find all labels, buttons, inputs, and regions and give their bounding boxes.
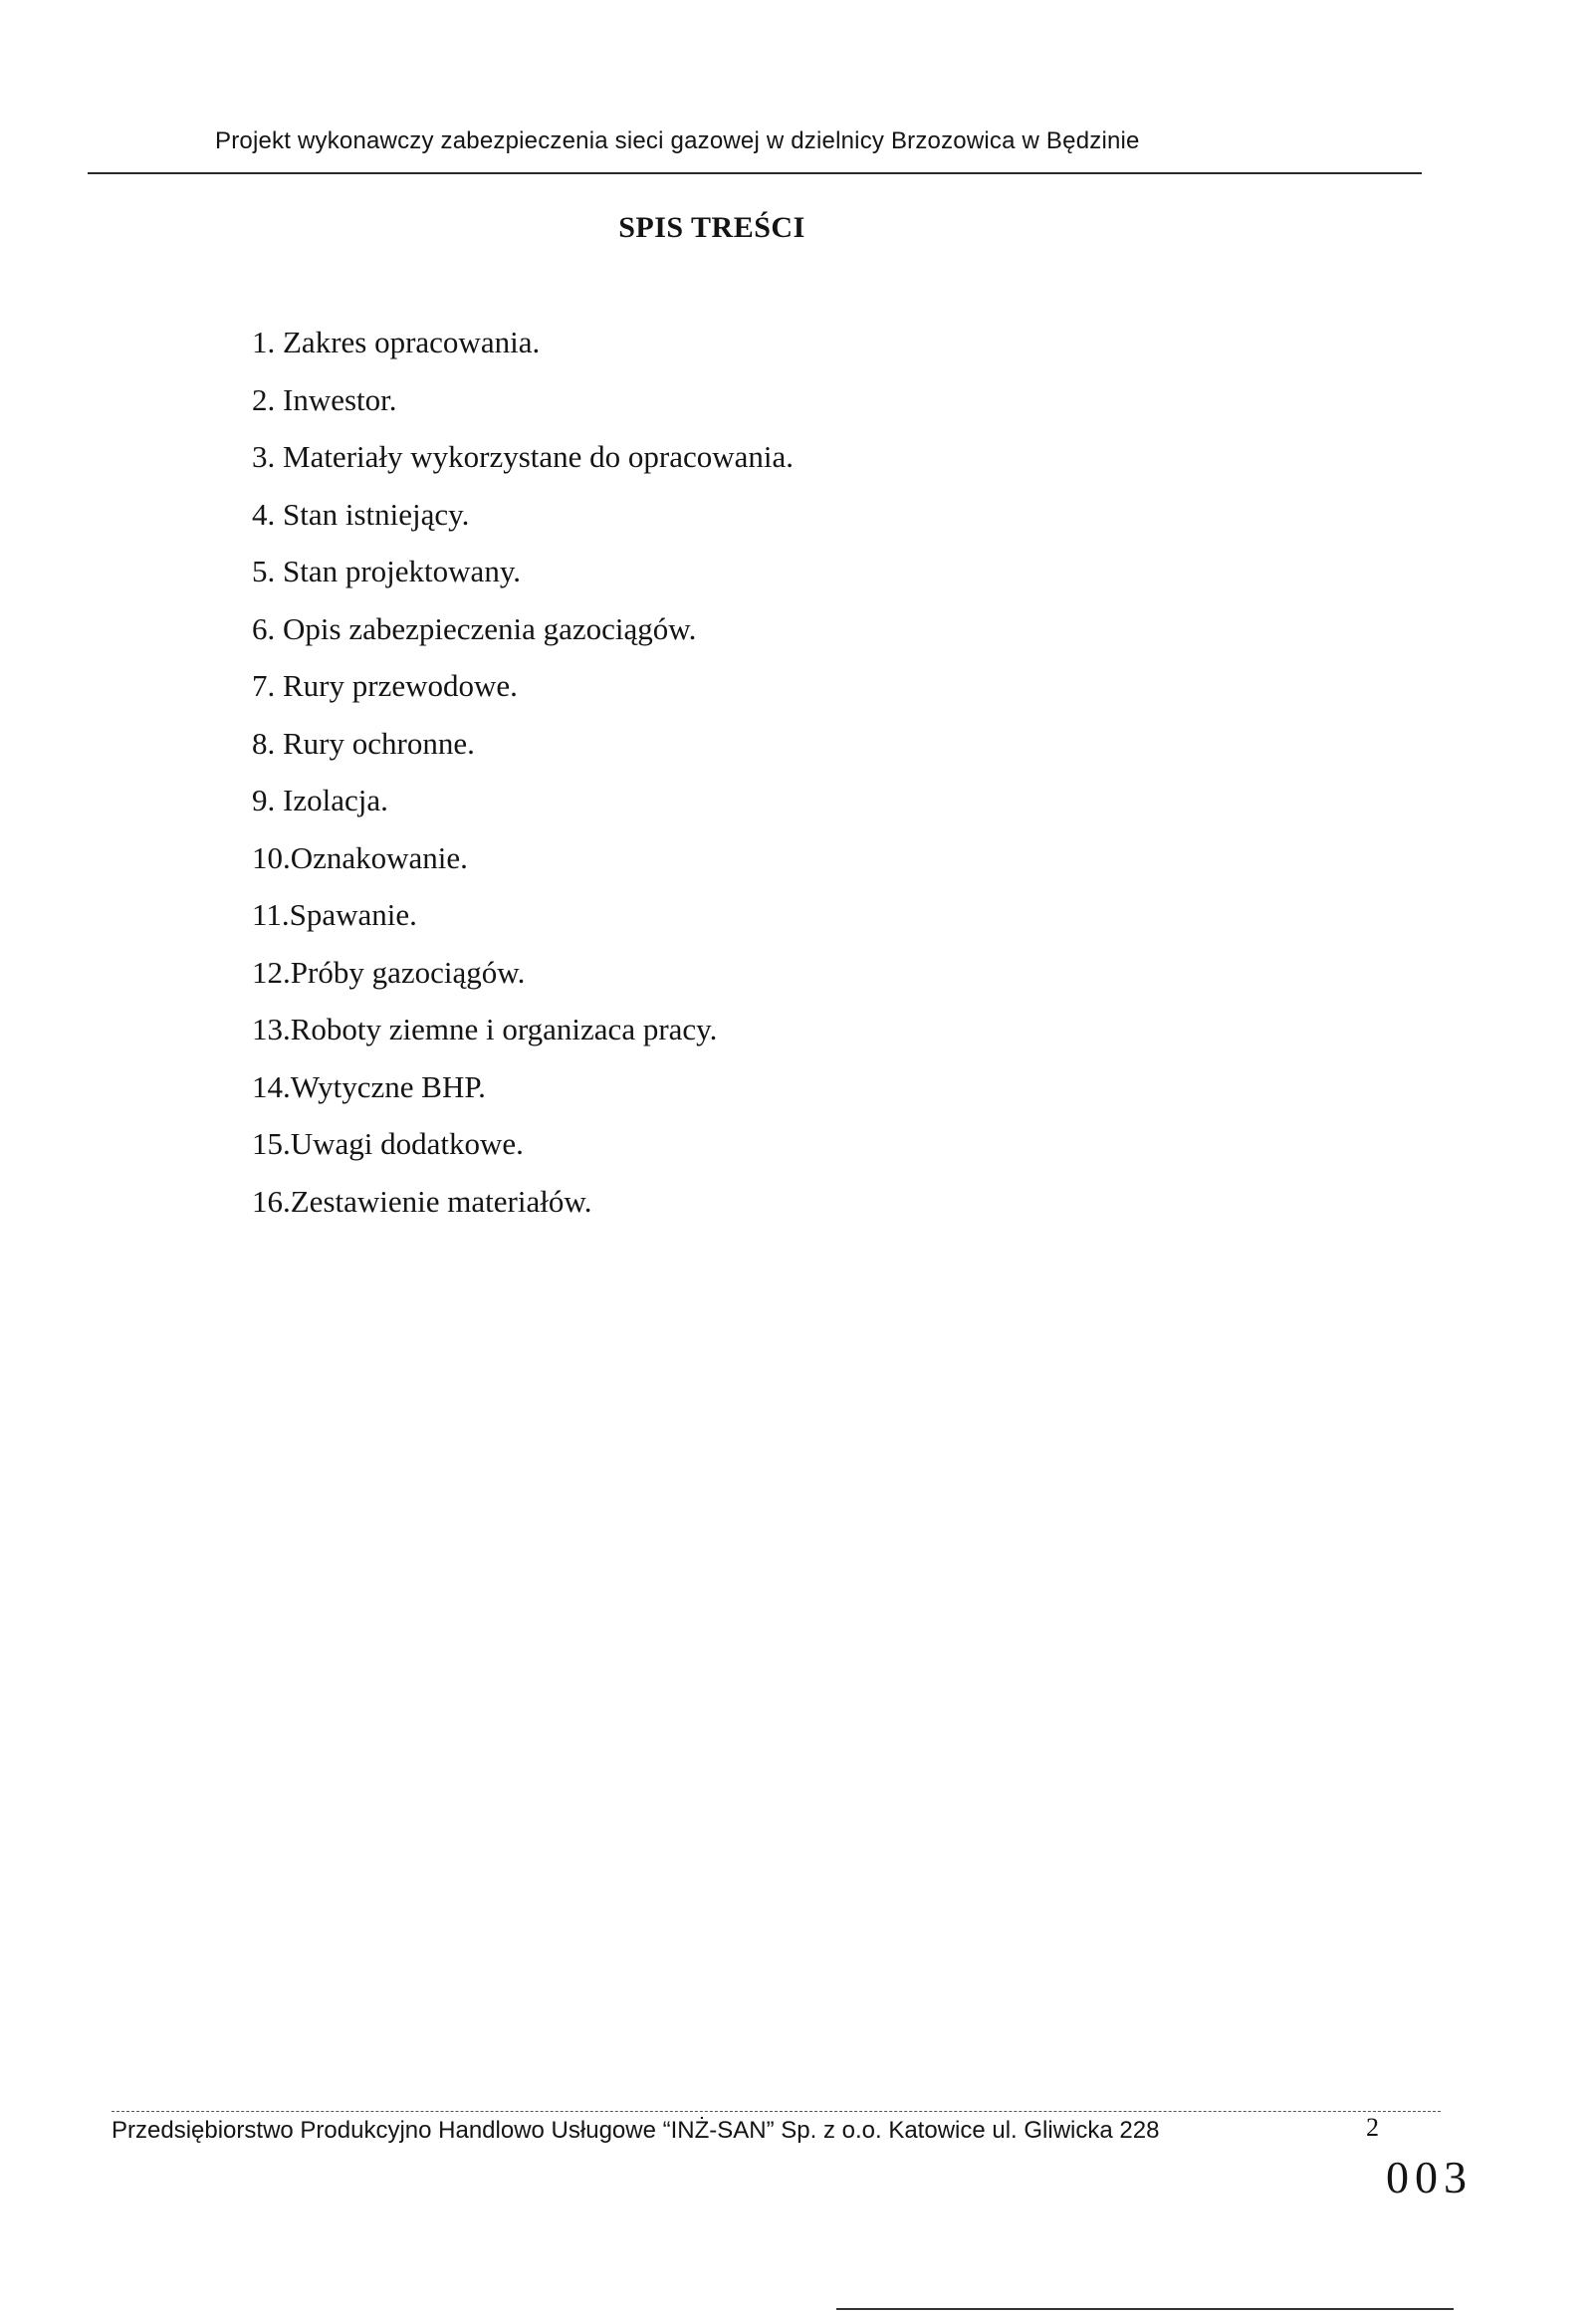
toc-item: 15.Uwagi dodatkowe. — [252, 1126, 524, 1161]
bottom-edge-line — [836, 2308, 1454, 2310]
toc-title: SPIS TREŚCI — [618, 211, 805, 244]
toc-item: 5. Stan projektowany. — [252, 554, 522, 588]
document-header-title: Projekt wykonawczy zabezpieczenia sieci gazowej w dzielnicy Brzozowica w Będzinie — [215, 127, 1140, 154]
toc-list — [252, 321, 794, 1237]
toc-item: 11.Spawanie. — [252, 897, 417, 932]
toc-item: 7. Rury przewodowe. — [252, 668, 518, 703]
toc-item: 2. Inwestor. — [252, 381, 397, 417]
toc-item: 3. Materiały wykorzystane do opracowania. — [252, 439, 795, 474]
toc-item: 13.Roboty ziemne i organizaca pracy. — [252, 1012, 718, 1046]
toc-item: 9. Izolacja. — [252, 783, 388, 817]
header-divider — [88, 172, 1422, 174]
sheet-number: 003 — [1386, 2152, 1473, 2202]
toc-item: 4. Stan istniejący. — [252, 496, 470, 532]
toc-item: 14.Wytyczne BHP. — [252, 1068, 486, 1104]
footer-company: Przedsiębiorstwo Produkcyjno Handlowo Usługowe “INŻ-SAN” Sp. z o.o. Katowice ul. Gliwicka 228 — [112, 2117, 1160, 2144]
toc-item: 16.Zestawienie materiałów. — [252, 1183, 592, 1219]
toc-item: 6. Opis zabezpieczenia gazociągów. — [252, 610, 697, 646]
toc-item: 10.Oznakowanie. — [252, 839, 468, 875]
footer-divider — [112, 2111, 1441, 2112]
toc-item: 8. Rury ochronne. — [252, 725, 475, 761]
page-number: 2 — [1366, 2113, 1379, 2142]
toc-item: 1. Zakres opracowania. — [252, 325, 541, 359]
toc-item: 12.Próby gazociągów. — [252, 954, 526, 990]
